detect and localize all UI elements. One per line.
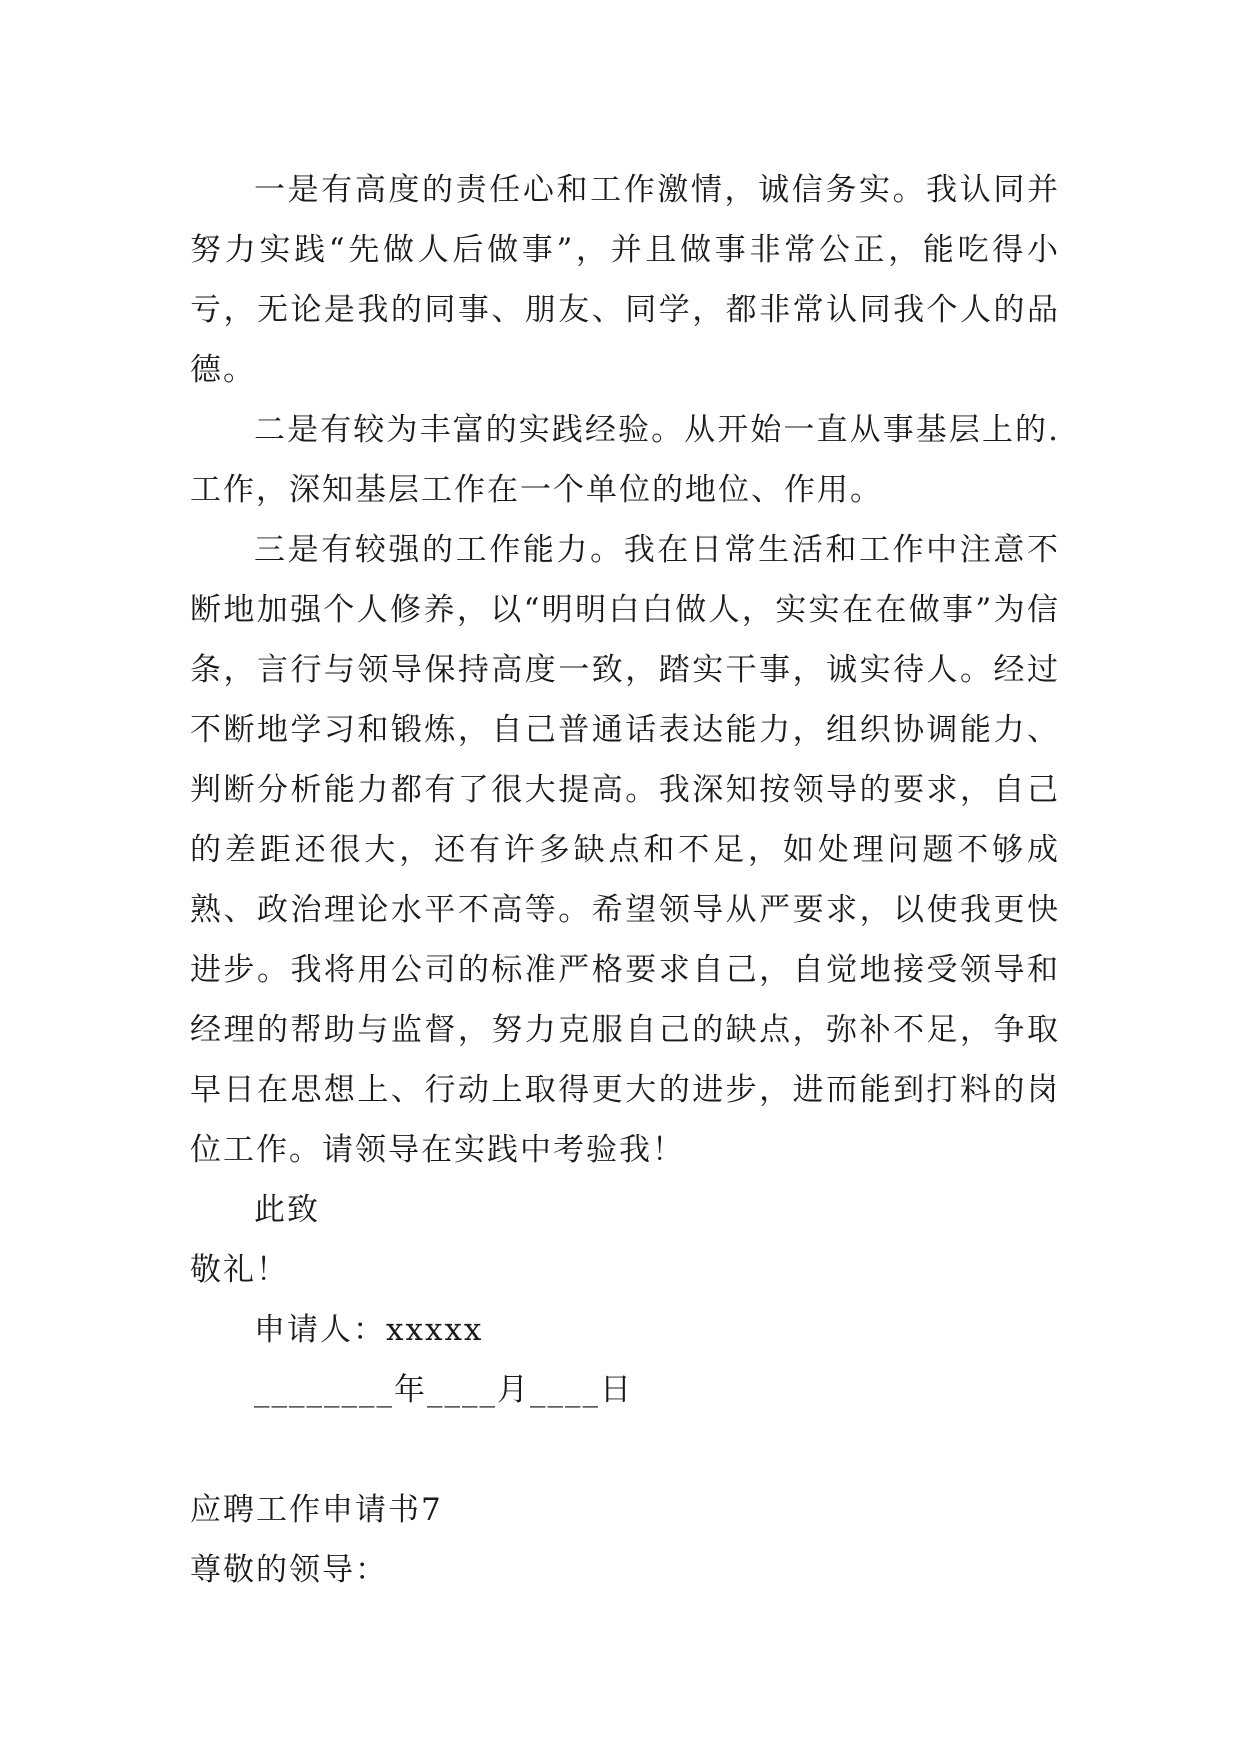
date-line: ________年____月____日: [254, 1372, 633, 1408]
paragraph-ability: 三是有较强的工作能力。我在日常生活和工作中注意不断地加强个人修养，以“明明白白做人，实实在在做事”为信条，言行与领导保持高度一致，踏实干事，诚实待人。经过不断地学习和锻炼，自己普通话表达能力，组织协调能力、判断分析能力都有了很大提高。我深知按领导的要求，自己的差距还很大，还有许多缺点和不足，如处理问题不够成熟、政治理论水平不高等。希望领导从严要求，以使我更快进步。我将用公司的标准严格要求自己，自觉地接受领导和经理的帮助与监督，努力克服自己的缺点，弥补不足，争取早日在思想上、行动上取得更大的进步，进而能到打料的岗位工作。请领导在实践中考验我！: [190, 532, 1060, 1168]
paragraph-experience: 二是有较为丰富的实践经验。从开始一直从事基层上的.工作，深知基层工作在一个单位的地位、作用。: [190, 412, 1060, 508]
next-document-title: 应聘工作申请书7: [190, 1492, 443, 1528]
applicant-signature: 申请人：xxxxx: [254, 1312, 484, 1348]
next-document-greeting: 尊敬的领导：: [190, 1552, 388, 1588]
section-gap: [190, 1420, 1060, 1480]
paragraph-responsibility: 一是有高度的责任心和工作激情，诚信务实。我认同并努力实践“先做人后做事”，并且做事非常公正，能吃得小亏，无论是我的同事、朋友、同学，都非常认同我个人的品德。: [190, 172, 1060, 388]
document-page: [190, 160, 1060, 1600]
closing-phrase: 此致: [254, 1192, 320, 1228]
salutation: 敬礼！: [190, 1252, 289, 1288]
